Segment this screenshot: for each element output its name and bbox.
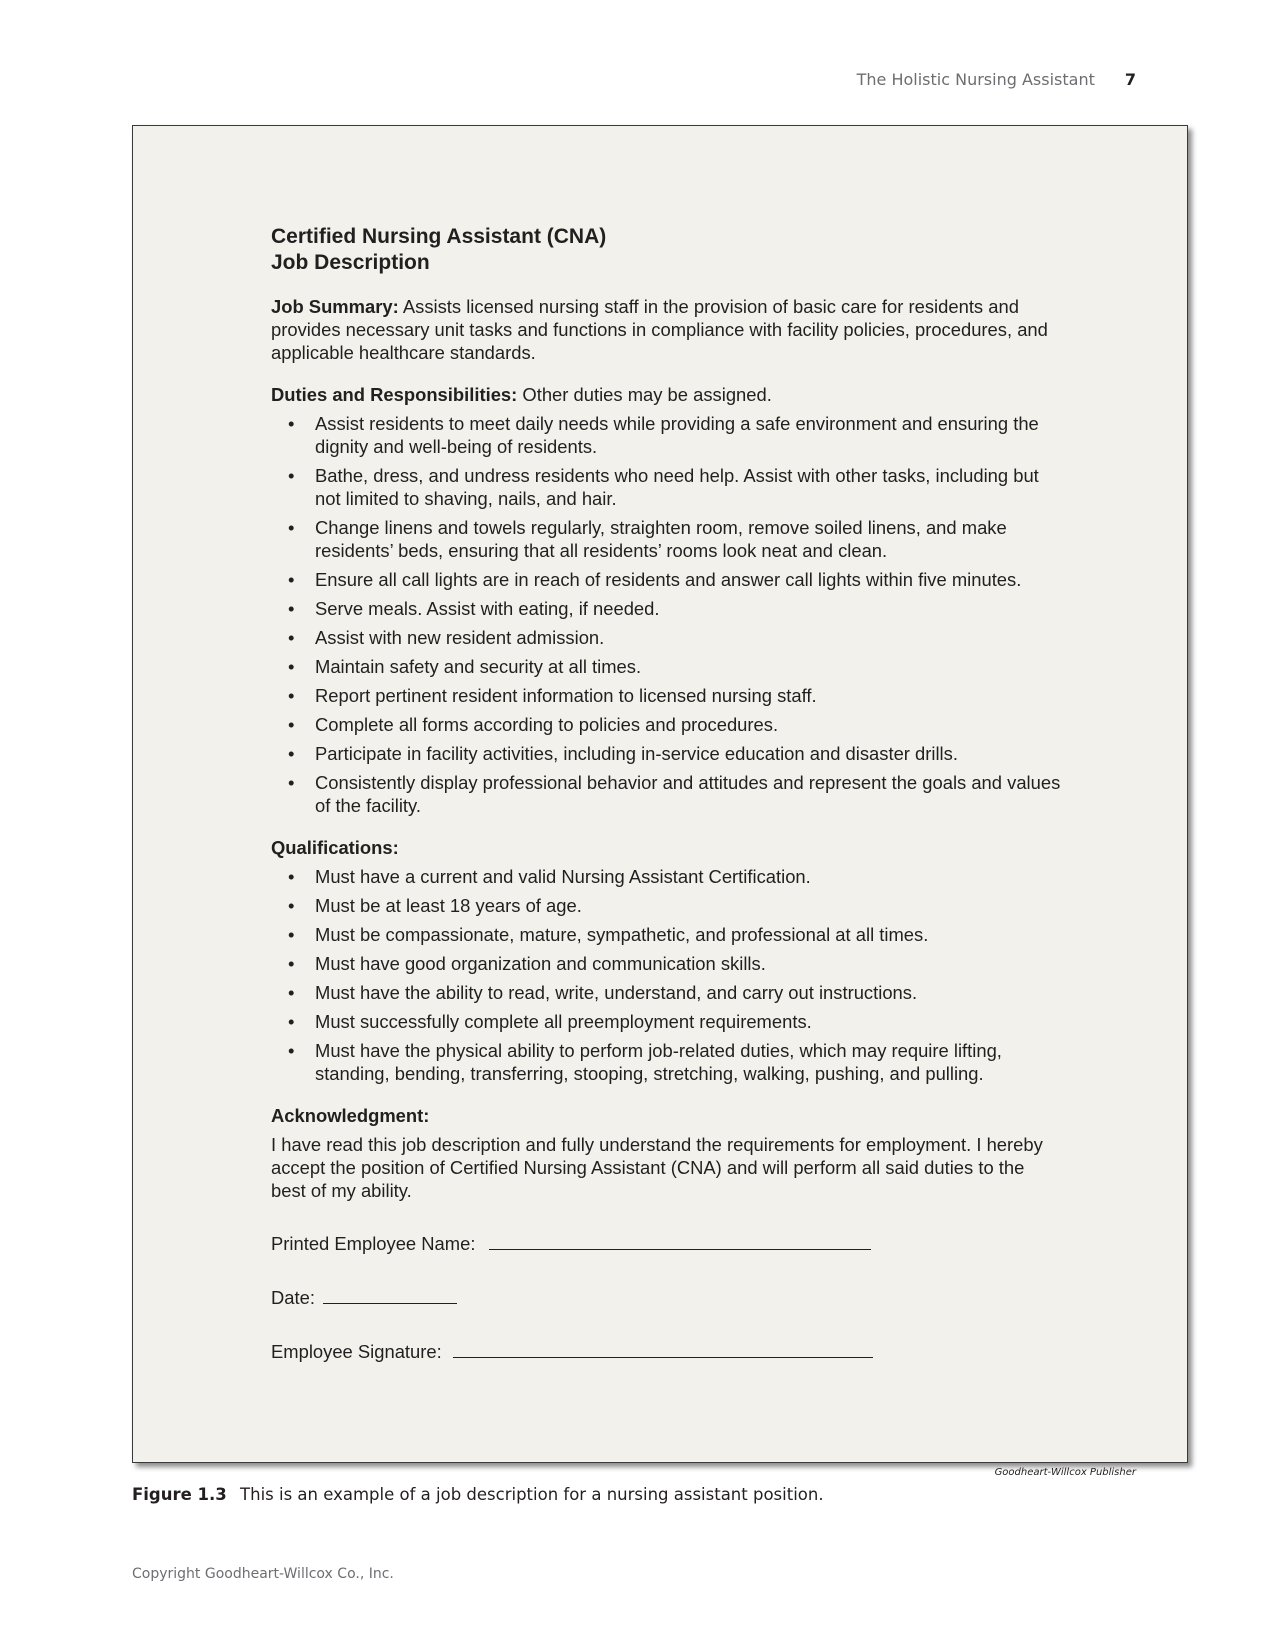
job-description-figure — [132, 125, 1188, 1463]
list-item: • Must be compassionate, mature, sympathetic, and professional at all times. — [271, 923, 1061, 946]
publisher-credit: Goodheart-Willcox Publisher — [994, 1467, 1136, 1478]
job-description-document — [271, 224, 1061, 1363]
title-line-2: Job Description — [271, 251, 430, 274]
employee-name-line[interactable] — [489, 1232, 871, 1250]
duties-label: Duties and Responsibilities: — [271, 384, 518, 405]
list-item: • Complete all forms according to policies and procedures. — [271, 713, 1061, 736]
list-item: • Must successfully complete all preemployment requirements. — [271, 1010, 1061, 1033]
list-item: • Assist residents to meet daily needs while providing a safe environment and ensuring the dignity and well-being of residents. — [271, 412, 1061, 458]
list-item: • Change linens and towels regularly, straighten room, remove soiled linens, and make residents’ beds, ensuring that all residents’ rooms look neat and clean. — [271, 516, 1061, 562]
employee-name-label: Printed Employee Name: — [271, 1233, 476, 1254]
acknowledgment-label: Acknowledgment: — [271, 1105, 430, 1126]
list-item: • Ensure all call lights are in reach of residents and answer call lights within five minutes. — [271, 568, 1061, 591]
list-item: • Must be at least 18 years of age. — [271, 894, 1061, 917]
list-item: • Bathe, dress, and undress residents who need help. Assist with other tasks, including but not limited to shaving, nails, and hair. — [271, 464, 1061, 510]
running-head — [857, 70, 1136, 89]
date-label: Date: — [271, 1287, 315, 1308]
list-item: • Must have a current and valid Nursing Assistant Certification. — [271, 865, 1061, 888]
qualifications-list — [271, 865, 1061, 1085]
job-summary-text: Assists licensed nursing staff in the provision of basic care for residents and provides necessary unit tasks and functions in compliance with facility policies, procedures, and applicable healthcare standards. — [271, 296, 1048, 363]
acknowledgment-text: I have read this job description and fully understand the requirements for employment. I hereby accept the position of Certified Nursing Assistant (CNA) and will perform all said duties to the best of my ability. — [271, 1134, 1043, 1201]
list-item: • Serve meals. Assist with eating, if needed. — [271, 597, 1061, 620]
list-item: • Consistently display professional behavior and attitudes and represent the goals and values of the facility. — [271, 771, 1061, 817]
signature-line[interactable] — [453, 1340, 873, 1358]
signature-label: Employee Signature: — [271, 1341, 442, 1362]
duties-intro: Other duties may be assigned. — [522, 384, 772, 405]
job-summary — [271, 295, 1061, 364]
list-item: • Participate in facility activities, including in-service education and disaster drills. — [271, 742, 1061, 765]
list-item: • Must have good organization and communication skills. — [271, 952, 1061, 975]
list-item: • Report pertinent resident information to licensed nursing staff. — [271, 684, 1061, 707]
job-summary-label: Job Summary: — [271, 296, 399, 317]
list-item: • Must have the physical ability to perform job-related duties, which may require lifting, standing, bending, transferring, stooping, stretching, walking, pushing, and pulling. — [271, 1039, 1061, 1085]
figure-caption-text: This is an example of a job description for a nursing assistant position. — [240, 1485, 824, 1504]
list-item: • Assist with new resident admission. — [271, 626, 1061, 649]
employee-name-field — [271, 1232, 1061, 1255]
book-title: The Holistic Nursing Assistant — [856, 70, 1095, 89]
qualifications-label: Qualifications: — [271, 837, 399, 858]
figure-label: Figure 1.3 — [132, 1485, 227, 1504]
title-line-1: Certified Nursing Assistant (CNA) — [271, 225, 607, 248]
list-item: • Maintain safety and security at all times. — [271, 655, 1061, 678]
list-item: • Must have the ability to read, write, understand, and carry out instructions. — [271, 981, 1061, 1004]
date-field — [271, 1286, 1061, 1309]
document-title — [271, 224, 1061, 276]
page-number: 7 — [1124, 70, 1136, 89]
date-line[interactable] — [323, 1286, 457, 1304]
duties-heading — [271, 383, 1061, 406]
duties-list — [271, 412, 1061, 817]
figure-caption — [132, 1485, 824, 1504]
copyright-notice: Copyright Goodheart-Willcox Co., Inc. — [132, 1566, 394, 1582]
signature-field — [271, 1340, 1061, 1363]
